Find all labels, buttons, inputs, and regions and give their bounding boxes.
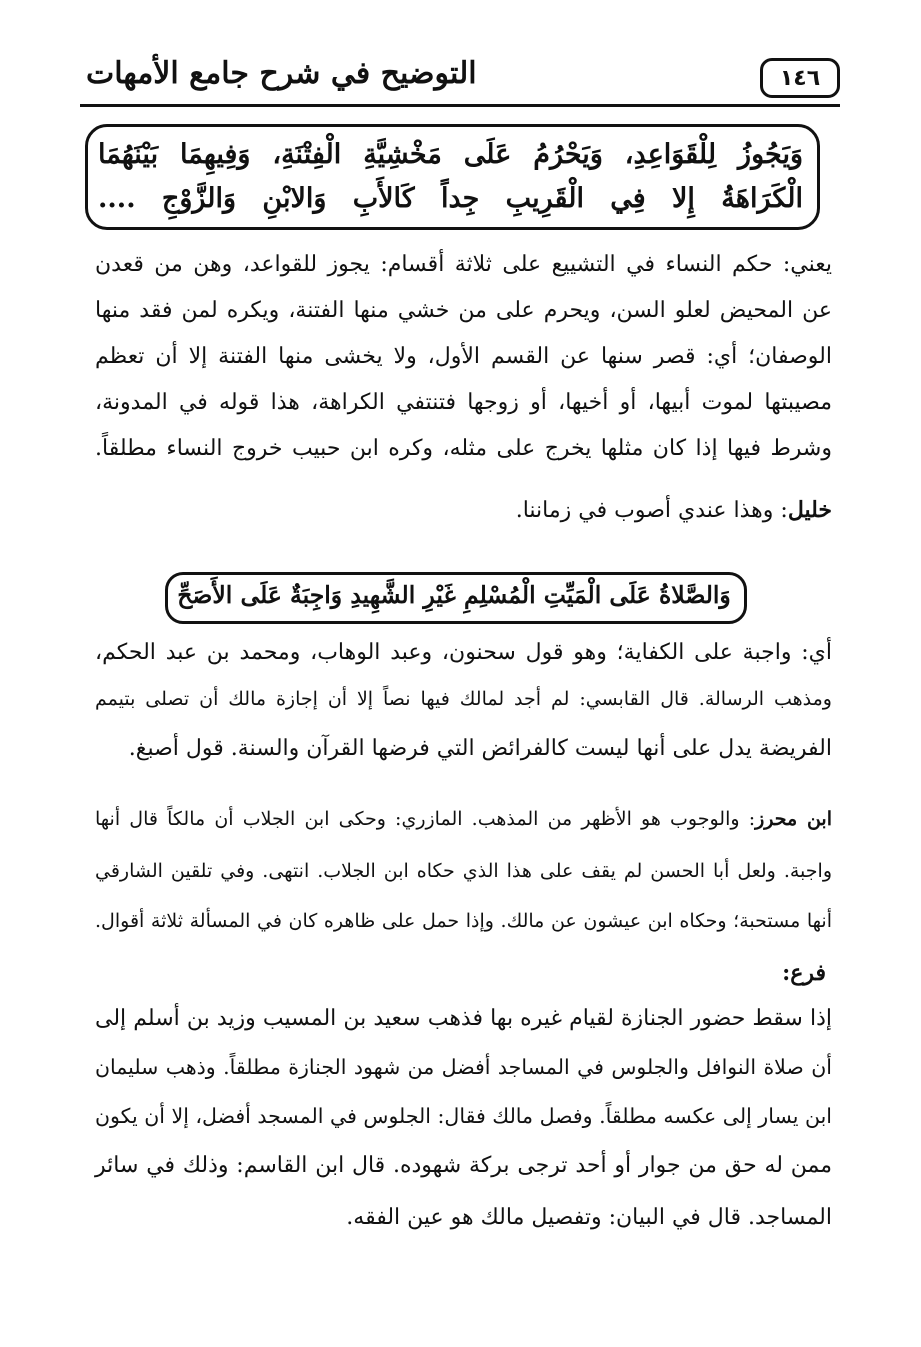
page-number: ١٤٦ (760, 58, 840, 98)
book-title: التوضيح في شرح جامع الأمهات (86, 56, 477, 91)
commentary-line: المساجد. قال في البيان: وتفصيل مالك هو عين الفقه. (346, 1205, 832, 1230)
matn-line: وَالصَّلاةُ عَلَى الْمَيِّتِ الْمُسْلِمِ غَيْرِ الشَّهِيدِ وَاجِبَةٌ عَلَى الأَصَحِّ (177, 581, 731, 609)
matn-line: الْكَرَاهَةُ إِلا فِي الْقَرِيبِ جِداً كَالأَبِ وَالابْنِ وَالزَّوْجِ .... (98, 183, 803, 214)
commentary-line: عن المحيض لعلو السن، ويحرم على من خشي منها الفتنة، ويكره لمن فقد منها (95, 298, 832, 323)
ibn-muhriz-text: : والوجوب هو الأظهر من المذهب. المازري: وحكى ابن الجلاب أن مالكاً قال أنها (95, 808, 756, 830)
commentary-line: الوصفان؛ أي: قصر سنها عن القسم الأول، ولا يخشى منها الفتنة إلا أن تعظم (95, 344, 832, 369)
ibn-muhriz-label: ابن محرز (755, 808, 832, 830)
ibn-muhriz-line (95, 808, 832, 830)
khalil-text: : وهذا عندي أصوب في زماننا. (515, 498, 788, 523)
section-heading: فرع: (782, 960, 826, 986)
commentary-line: أي: واجبة على الكفاية؛ وهو قول سحنون، وعبد الوهاب، ومحمد بن عبد الحكم، (95, 640, 832, 665)
matn-line: وَيَجُوزُ لِلْقَوَاعِدِ، وَيَحْرُمُ عَلَى مَخْشِيَّةِ الْفِتْنَةِ، وَفِيهِمَا بَيْنَهُمَا (98, 139, 803, 170)
commentary-line: أنها مستحبة؛ وحكاه ابن عيشون عن مالك. وإذا حمل على ظاهره كان في المسألة ثلاثة أقوال. (95, 910, 832, 932)
matn-box-1 (85, 124, 820, 230)
commentary-line: الفريضة يدل على أنها ليست كالفرائض التي فرضها القرآن والسنة. قول أصبغ. (128, 736, 832, 761)
commentary-line: مصيبتها لموت أبيها، أو أخيها، أو زوجها فتنتفي الكراهة، هذا قوله في المدونة، (95, 390, 832, 415)
khalil-note (95, 497, 832, 523)
commentary-line: وشرط فيها إذا كان مثلها يخرج على مثله، وكره ابن حبيب خروج النساء مطلقاً. (95, 436, 832, 461)
khalil-label: خليل (787, 497, 832, 523)
matn-box-2 (165, 572, 747, 624)
commentary-line: ممن له حق من جوار أو أحد ترجى بركة شهوده. قال ابن القاسم: وذلك في سائر (95, 1153, 832, 1178)
commentary-line: يعني: حكم النساء في التشييع على ثلاثة أقسام: يجوز للقواعد، وهن من قعدن (95, 252, 832, 277)
commentary-line: ابن يسار إلى عكسه مطلقاً. وفصل مالك فقال: الجلوس في المسجد أفضل، إلا أن يكون (95, 1104, 832, 1128)
commentary-line: إذا سقط حضور الجنازة لقيام غيره بها فذهب سعيد بن المسيب وزيد بن أسلم إلى (95, 1006, 832, 1031)
commentary-line: أن صلاة النوافل والجلوس في المساجد أفضل من شهود الجنازة مطلقاً. وذهب سليمان (95, 1055, 832, 1079)
commentary-line: واجبة. ولعل أبا الحسن لم يقف على هذا الذي حكاه ابن الجلاب. انتهى. وفي تلقين الشارقي (95, 860, 832, 882)
page-header (80, 52, 840, 102)
commentary-line: ومذهب الرسالة. قال القابسي: لم أجد لمالك فيها نصاً إلا أن إجازة مالك أن تصلى بتيمم (95, 688, 832, 710)
header-divider (80, 104, 840, 107)
